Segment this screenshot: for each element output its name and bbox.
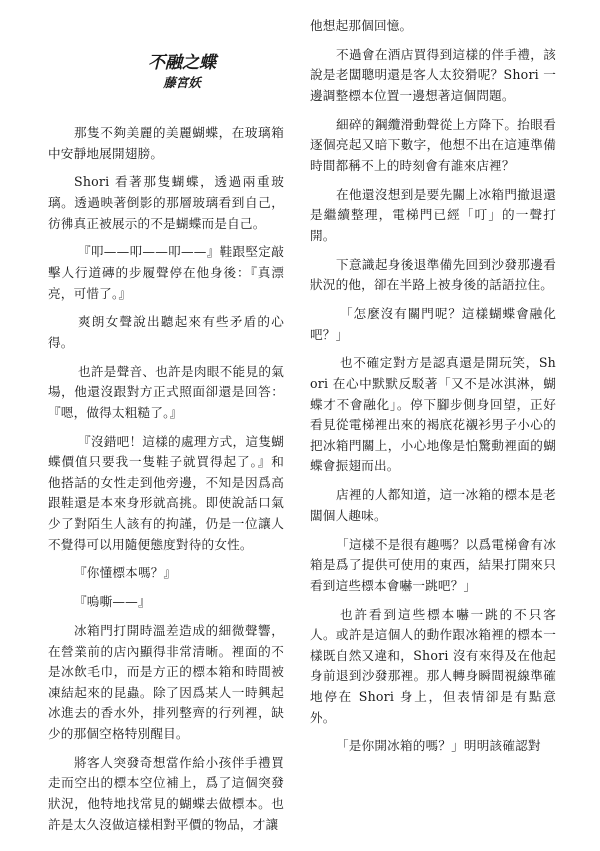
right-column [310,16,556,765]
paragraph: 也許看到這些標本嚇一跳的不只客人。或許是這個人的動作跟冰箱裡的標本一樣既自然又違和，Shori 沒有來得及在他起身前退到沙發那裡。那人轉身瞬間視線準確地停在 Shori 身上，但表情卻是有點意外。 [310,606,556,725]
paragraph: 『沒錯吧！這樣的處理方式，這隻蝴蝶價值只要我一隻鞋子就買得起了。』和他搭話的女性走到他旁邊，不知是因爲高跟鞋還是本來身形就高挑。即使說話口氣少了對陌生人該有的拘謹，仍是一位讓人不覺得可以用隨便態度對待的女性。 [48,433,284,552]
paragraph: 在他還沒想到是要先關上冰箱門撤退還是繼續整理，電梯門已經「叮」的一聲打開。 [310,186,556,243]
paragraph: Shori 看著那隻蝴蝶，透過兩重玻璃。透過映著倒影的那層玻璃看到自己，彷彿真正被展示的不是蝴蝶而是自己。 [48,174,284,231]
paragraph: 將客人突發奇想當作給小孩伴手禮買走而空出的標本空位補上，爲了這個突發狀況，他特地找常見的蝴蝶去做標本。也許是太久沒做這樣相對平價的物品，才讓 [48,754,284,832]
paragraph: 冰箱門打開時溫差造成的細微聲響，在營業前的店內顯得非常清晰。裡面的不是冰飲毛巾，而是方正的標本箱和時間被凍結起來的昆蟲。除了因爲某人一時興起冰進去的香水外，排列整齊的行列裡，缺少的那個空格特別醒目。 [48,622,284,741]
paragraph: 下意識起身後退準備先回到沙發那邊看狀況的他，卻在半路上被身後的話語拉住。 [310,256,556,293]
paragraph: 『叩——叩——叩——』鞋跟堅定敲擊人行道磚的步履聲停在他身後：『真漂亮，可惜了。』 [48,244,284,301]
paragraph: 「怎麼沒有關門呢？這樣蝴蝶會融化吧？」 [310,306,556,342]
paragraph: 「是你開冰箱的嗎？」明明該確認對 [336,738,541,754]
left-column [48,123,284,843]
paragraph: 細碎的鋼纜滑動聲從上方降下。抬眼看逐個亮起又暗下數字，他想不出在這連準備時間都稱不上的時刻會有誰來店裡？ [310,116,556,173]
paragraph: 『嗚嘶——』 [74,594,151,610]
paragraph: 不過會在酒店買得到這樣的伴手禮，該說是老闆聰明還是客人太狡猾呢？Shori 一邊調整標本位置一邊想著這個問題。 [310,46,556,103]
paragraph: 爽朗女聲說出聽起來有些矛盾的心得。 [48,314,284,350]
paragraph: 他想起那個回憶。 [310,18,413,33]
author-name: 藤宮妖 [163,75,201,90]
paragraph: 也不確定對方是認真還是開玩笑，Shori 在心中默默反駁著「又不是冰淇淋，蝴蝶才不會融化」。停下腳步側身回望，正好看見從電梯裡出來的褐底花襯衫男子小心的把冰箱門關上，小心地像是怕驚動裡面的蝴蝶會振翅而出。 [310,355,556,474]
paragraph: 「這樣不是很有趣嗎？以爲電梯會有冰箱是爲了提供可使用的東西，結果打開來只看到這些標本會嚇一跳吧？」 [310,536,556,593]
paragraph: 也許是聲音、也許是肉眼不能見的氣場，他還沒跟對方正式照面卻還是回答：『嗯，做得太粗糙了。』 [48,363,284,420]
paragraph: 那隻不夠美麗的美麗蝴蝶，在玻璃箱中安靜地展開翅膀。 [48,125,284,161]
paragraph: 店裡的人都知道，這一冰箱的標本是老闆個人趣味。 [310,487,556,523]
paragraph: 『你懂標本嗎？』 [74,565,177,581]
title-block [92,52,272,92]
story-title: 不融之蝶 [148,53,216,73]
